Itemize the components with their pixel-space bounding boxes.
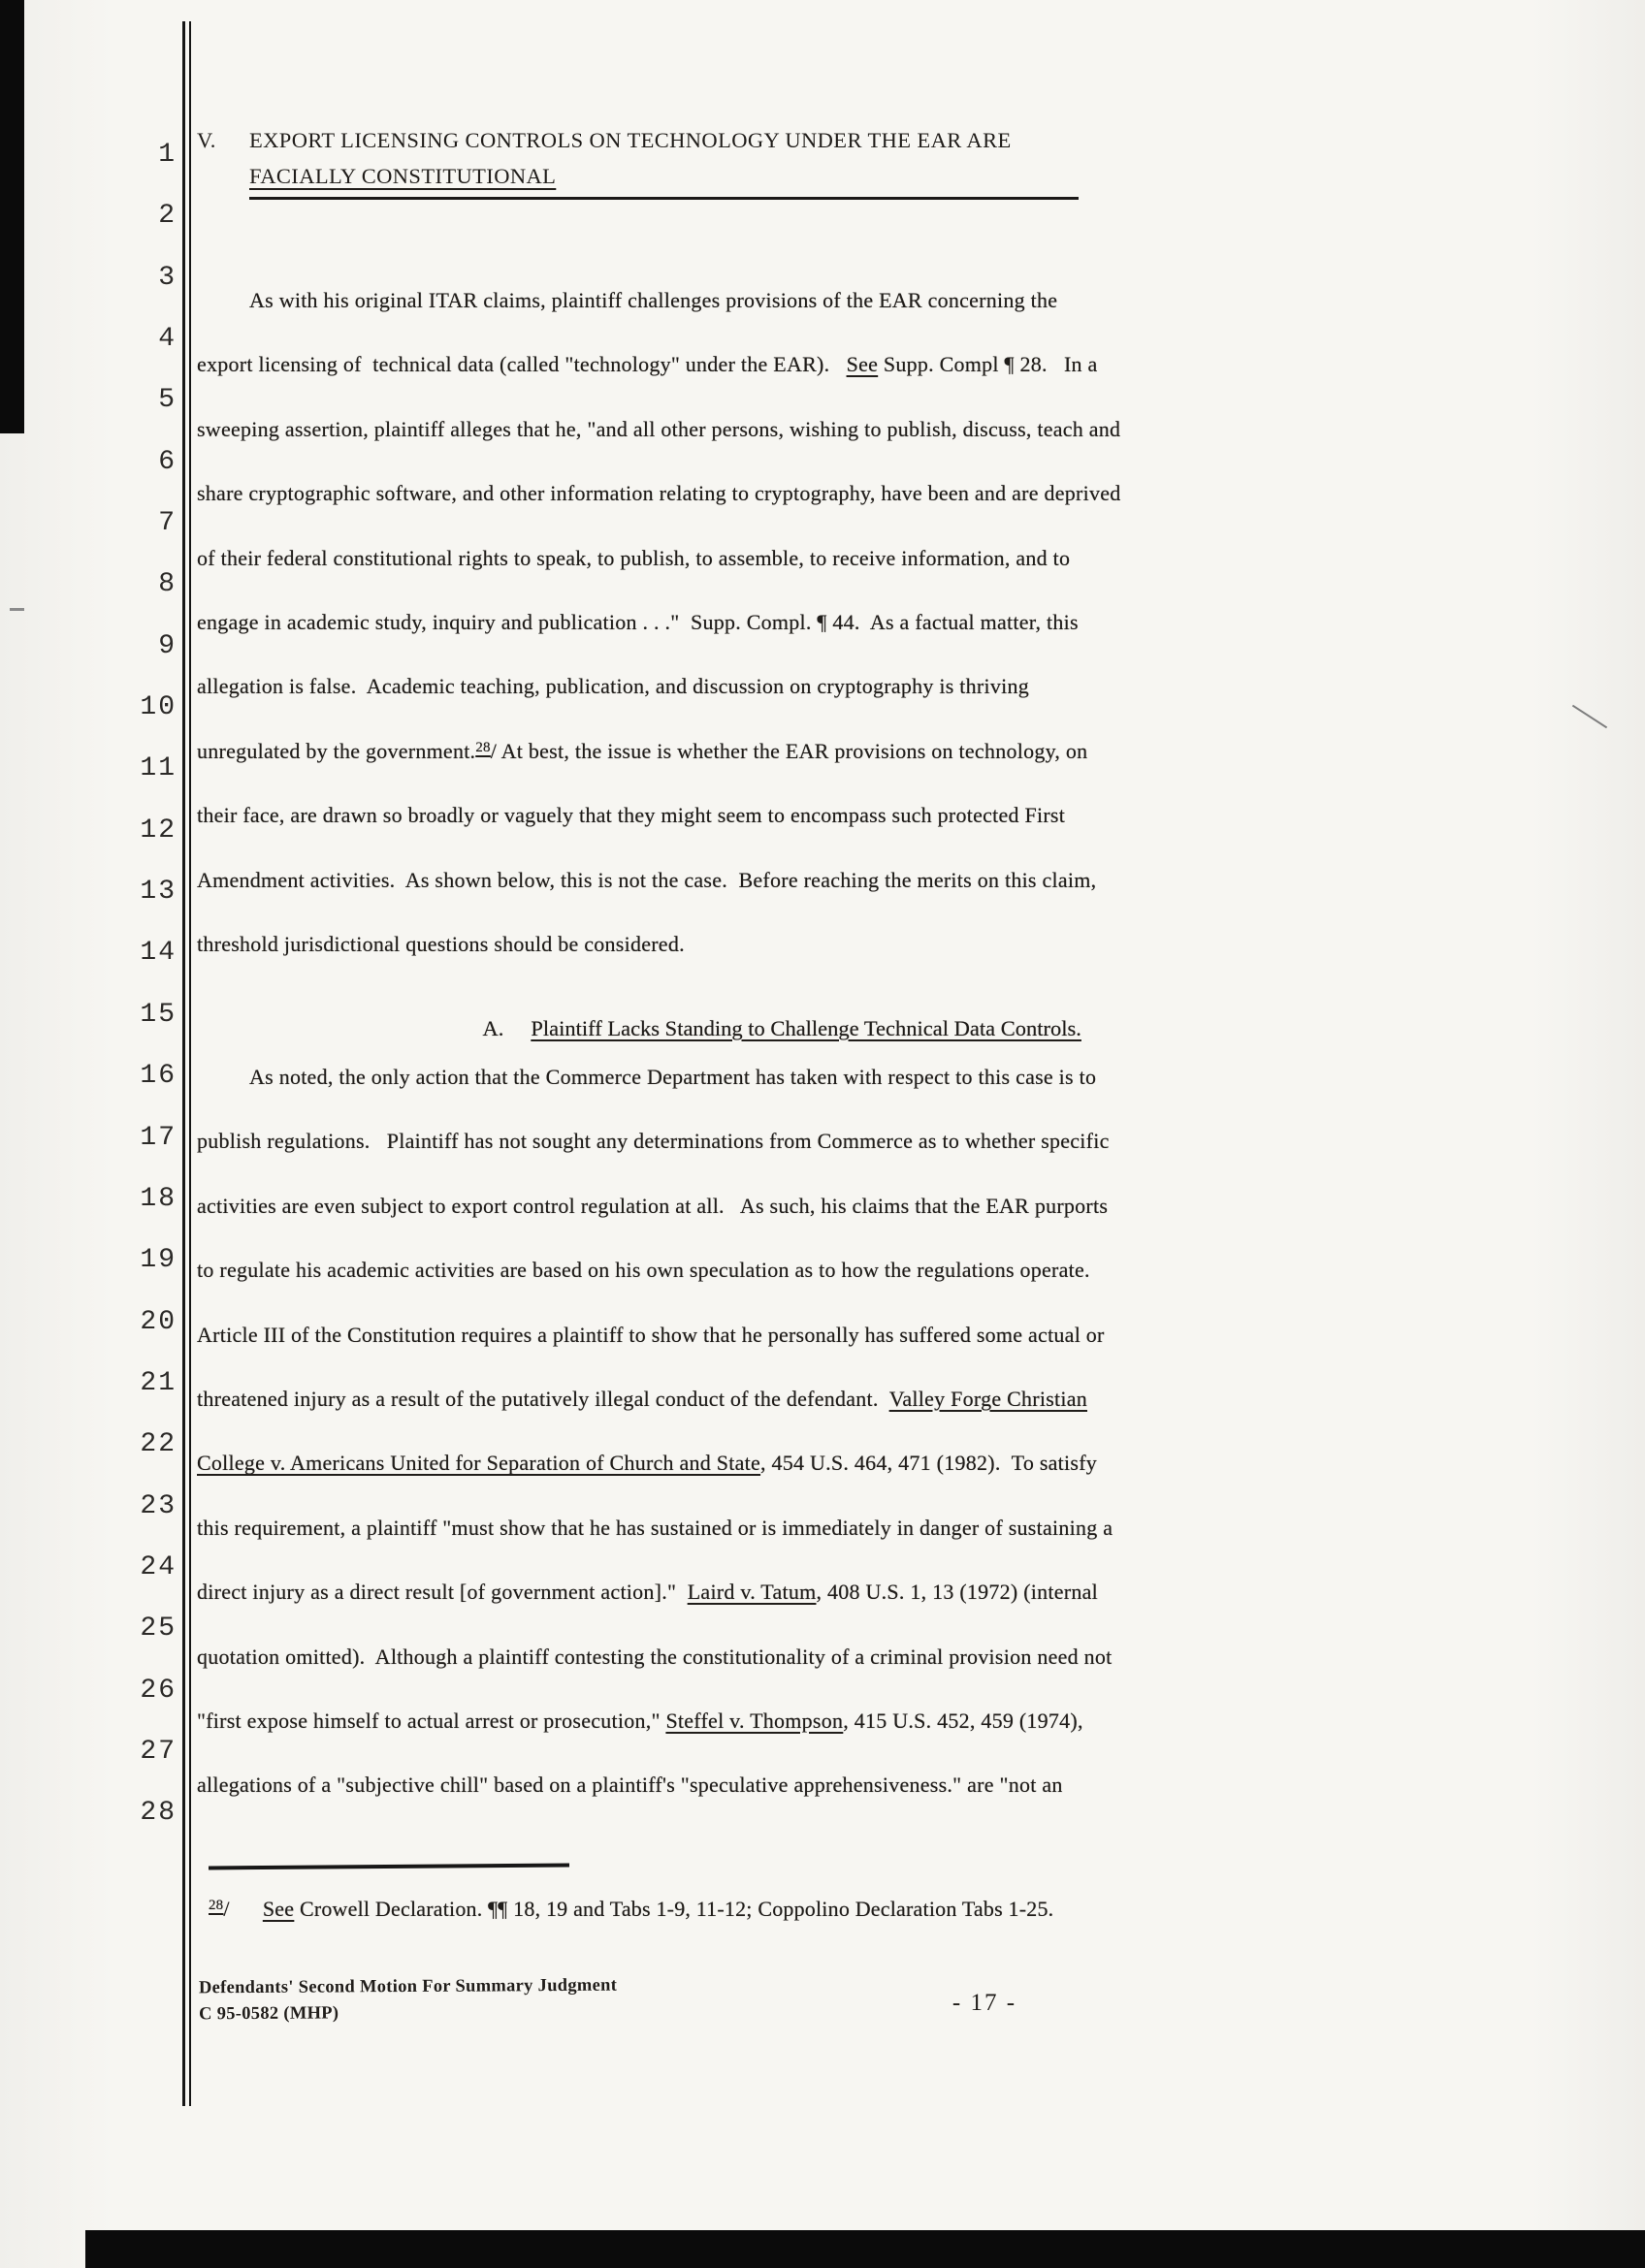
line-number: 21 <box>140 1367 177 1398</box>
line-number: 9 <box>158 630 177 661</box>
paragraph-1 <box>197 269 1177 976</box>
line-number: 6 <box>158 446 177 477</box>
scan-artifact-bottom-edge <box>85 2230 1645 2268</box>
subsection-label: A. <box>482 1016 504 1040</box>
section-heading <box>197 122 1079 200</box>
text-line: activities are even subject to export control regulation at all. As such, his claims that the EAR purports <box>197 1193 1109 1218</box>
text-line: publish regulations. Plaintiff has not sought any determinations from Commerce as to whether specific <box>197 1129 1110 1154</box>
line-number: 13 <box>140 877 177 908</box>
text-line: their face, are drawn so broadly or vaguely that they might seem to encompass such protected First <box>197 803 1066 828</box>
footnote <box>209 1893 1178 1929</box>
scan-speck-right <box>1572 705 1607 729</box>
text-line: Amendment activities. As shown below, this is not the case. Before reaching the merits on this claim, <box>197 867 1097 892</box>
page-number: - 17 - <box>952 1990 1017 2016</box>
line-number: 8 <box>158 569 177 600</box>
line-number: 2 <box>158 201 177 232</box>
subsection-title: Plaintiff Lacks Standing to Challenge Technical Data Controls. <box>531 1016 1081 1040</box>
text-line: allegations of a "subjective chill" based on a plaintiff's "speculative apprehensiveness." are "not an <box>197 1773 1063 1798</box>
line-number: 19 <box>140 1245 177 1276</box>
line-number: 5 <box>158 385 177 416</box>
line-number: 17 <box>140 1122 177 1153</box>
text-line: "first expose himself to actual arrest or prosecution," Steffel v. Thompson, 415 U.S. 452, 459 (1974), <box>197 1708 1083 1733</box>
scan-speck-left <box>10 608 24 611</box>
line-number: 11 <box>140 753 177 784</box>
line-number: 7 <box>158 508 177 539</box>
line-number: 1 <box>158 140 177 170</box>
text-line: quotation omitted). Although a plaintiff contesting the constitutionality of a criminal provision need not <box>197 1644 1113 1669</box>
text-line: As noted, the only action that the Commerce Department has taken with respect to this case is to <box>249 1065 1097 1089</box>
line-number: 10 <box>140 692 177 723</box>
line-number: 12 <box>140 815 177 846</box>
text-line: of their federal constitutional rights to speak, to publish, to assemble, to receive information, and to <box>197 545 1071 570</box>
margin-line-numbers <box>89 124 177 1844</box>
line-number: 14 <box>140 938 177 969</box>
line-number: 15 <box>140 999 177 1030</box>
text-line: to regulate his academic activities are based on his own speculation as to how the regulations operate. <box>197 1258 1090 1283</box>
footer-case-number: C 95-0582 (MHP) <box>199 2003 339 2025</box>
line-number: 18 <box>140 1183 177 1214</box>
text-line: Article III of the Constitution requires a plaintiff to show that he personally has suffered some actual or <box>197 1322 1105 1347</box>
text-line: College v. Americans United for Separation of Church and State, 454 U.S. 464, 471 (1982). To satisfy <box>197 1451 1098 1476</box>
section-heading-text <box>249 122 1079 200</box>
text-line: direct injury as a direct result [of government action]." Laird v. Tatum, 408 U.S. 1, 13 (1972) (internal <box>197 1580 1098 1605</box>
text-line: sweeping assertion, plaintiff alleges that he, "and all other persons, wishing to publish, discuss, teach and <box>197 416 1121 441</box>
footer-document-title <box>199 1973 618 2028</box>
paragraph-2 <box>197 1045 1177 1818</box>
line-number: 28 <box>140 1798 177 1829</box>
line-number: 25 <box>140 1613 177 1645</box>
line-number: 24 <box>140 1551 177 1582</box>
line-number: 23 <box>140 1490 177 1521</box>
line-number: 27 <box>140 1736 177 1767</box>
text-line: this requirement, a plaintiff "must show that he has sustained or is immediately in danger of sustaining a <box>197 1515 1113 1540</box>
text-line: allegation is false. Academic teaching, publication, and discussion on cryptography is thriving <box>197 674 1029 699</box>
text-line: As with his original ITAR claims, plaintiff challenges provisions of the EAR concerning the <box>249 288 1058 312</box>
footnote-line: $^{28}$/ See Crowell Declaration. ¶¶ 18, 19 and Tabs 1-9, 11-12; Coppolino Declaration Tabs 1-25. <box>209 1897 1054 1921</box>
footnote-separator-rule <box>209 1864 569 1869</box>
text-line: share cryptographic software, and other information relating to cryptography, have been and are deprived <box>197 481 1121 506</box>
line-number: 26 <box>140 1675 177 1706</box>
text-line: export licensing of technical data (called "technology" under the EAR). See Supp. Compl ¶ 28. In a <box>197 352 1098 377</box>
line-number: 3 <box>158 262 177 293</box>
footer-title-line1: Defendants' Second Motion For Summary Judgment <box>198 1975 618 1998</box>
line-number: 20 <box>140 1306 177 1337</box>
text-line: unregulated by the government.$^{28}$/ At best, the issue is whether the EAR provisions on technology, on <box>197 738 1088 763</box>
section-heading-line1: EXPORT LICENSING CONTROLS ON TECHNOLOGY UNDER THE EAR ARE <box>249 128 1012 152</box>
pleading-vertical-rule-inner <box>189 21 192 2106</box>
text-line: engage in academic study, inquiry and publication . . ." Supp. Compl. ¶ 44. As a factual matter, this <box>197 609 1079 634</box>
line-number: 16 <box>140 1061 177 1092</box>
scan-artifact-left-edge <box>0 0 24 433</box>
text-line: threshold jurisdictional questions should be considered. <box>197 931 685 956</box>
line-number: 22 <box>140 1429 177 1460</box>
section-number: V. <box>197 128 216 152</box>
text-line: threatened injury as a result of the putatively illegal conduct of the defendant. Valley Forge Christian <box>197 1386 1088 1411</box>
pleading-vertical-rule-outer <box>182 21 185 2106</box>
line-number: 4 <box>158 324 177 355</box>
section-heading-line2: FACIALLY CONSTITUTIONAL <box>249 164 557 188</box>
